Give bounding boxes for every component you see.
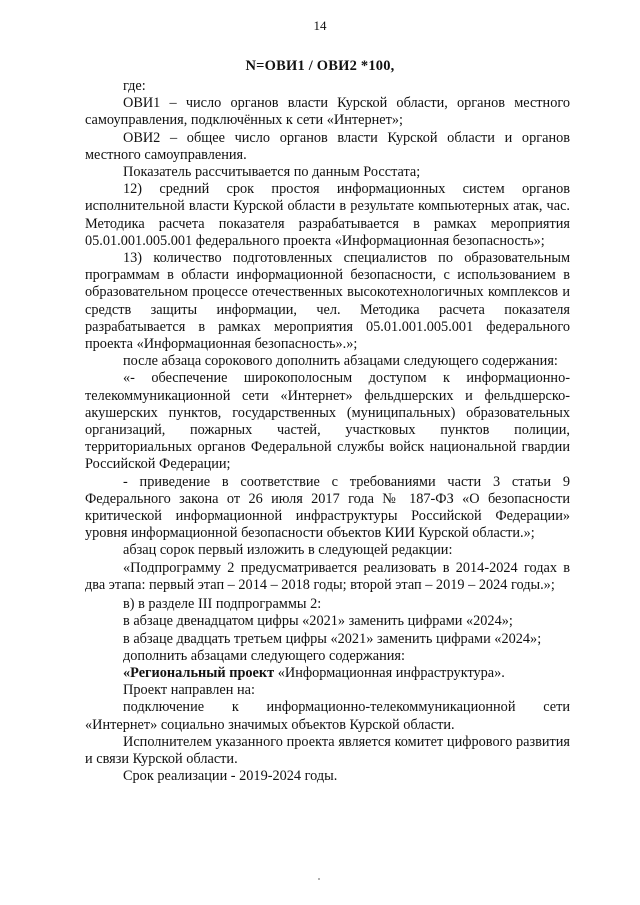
- paragraph-twenty-third: в абзаце двадцать третьем цифры «2021» заменить цифрами «2024»;: [123, 630, 542, 647]
- paragraph-section-3: в) в разделе III подпрограммы 2:: [123, 596, 322, 613]
- paragraph-term: Срок реализации - 2019-2024 годы.: [123, 768, 338, 785]
- scan-speck: [318, 878, 320, 880]
- paragraph-ovi1: ОВИ1 – число органов власти Курской области, органов местного самоуправления, подключённых к сети «Интернет»;: [85, 95, 570, 129]
- paragraph-item-12: 12) средний срок простоя информационных систем органов исполнительной власти Курской области в результате компьютерных атак, час. Методика расчета показателя разрабатывается в рамках мероприятия 05.01.001.005.001 федерального проекта «Информационная безопасность»;: [85, 181, 570, 249]
- paragraph-forty-first: абзац сорок первый изложить в следующей редакции:: [123, 542, 453, 559]
- paragraph-kii: - приведение в соответствие с требованиями части 3 статьи 9 Федерального закона от 26 июля 2017 года № 187-ФЗ «О безопасности критической информационной инфраструктуры Российской Федерации» уровня информационной безопасности объектов КИИ Курской области.»;: [85, 473, 570, 542]
- paragraph-item-13: 13) количество подготовленных специалистов по образовательным программам в области информационной безопасности, с использованием в образовательном процессе отечественных высокотехнологичных комплексов и средств защиты информации, чел. Методика расчета показателя разрабатывается в рамках мероприятия 05.01.001.005.001 федерального проекта «Информационная безопасность».»;: [85, 250, 570, 353]
- regional-project-name: «Информационная инфраструктура».: [274, 664, 505, 681]
- paragraph-broadband: «- обеспечение широкополосным доступом к информационно-телекоммуникационной сети «Интернет» фельдшерских и фельдшерско-акушерских пунктов, государственных (муниципальных) образовательных организаций, пожарных частей, участковых пунктов полиции, территориальных органов Федеральной службы войск национальной гвардии Российской Федерации;: [85, 370, 570, 473]
- paragraph-subprogram-2: «Подпрограмму 2 предусматривается реализовать в 2014-2024 годах в два этапа: первый этап – 2014 – 2018 годы; второй этап – 2019 – 2024 годы.»;: [85, 559, 570, 593]
- paragraph-ovi2: ОВИ2 – общее число органов власти Курской области и органов местного самоуправления.: [85, 129, 570, 163]
- regional-project-label: «Региональный проект: [123, 664, 275, 681]
- formula: N=ОВИ1 / ОВИ2 *100,: [245, 58, 395, 74]
- paragraph-twelfth: в абзаце двенадцатом цифры «2021» заменить цифрами «2024»;: [123, 613, 513, 630]
- paragraph-aimed-at: Проект направлен на:: [123, 682, 255, 699]
- page-number: 14: [313, 18, 327, 33]
- paragraph-where: где:: [123, 78, 146, 94]
- paragraph-connection: подключение к информационно-телекоммуникационной сети «Интернет» социально значимых объектов Курской области.: [85, 699, 570, 733]
- paragraph-after-fortieth: после абзаца сорокового дополнить абзацами следующего содержания:: [123, 353, 558, 370]
- paragraph-supplement: дополнить абзацами следующего содержания:: [123, 647, 405, 664]
- paragraph-rosstat: Показатель рассчитывается по данным Росстата;: [123, 164, 421, 181]
- document-body: [85, 78, 570, 785]
- paragraph-regional-project: [85, 665, 570, 682]
- paragraph-executor: Исполнителем указанного проекта является комитет цифрового развития и связи Курской области.: [85, 733, 570, 767]
